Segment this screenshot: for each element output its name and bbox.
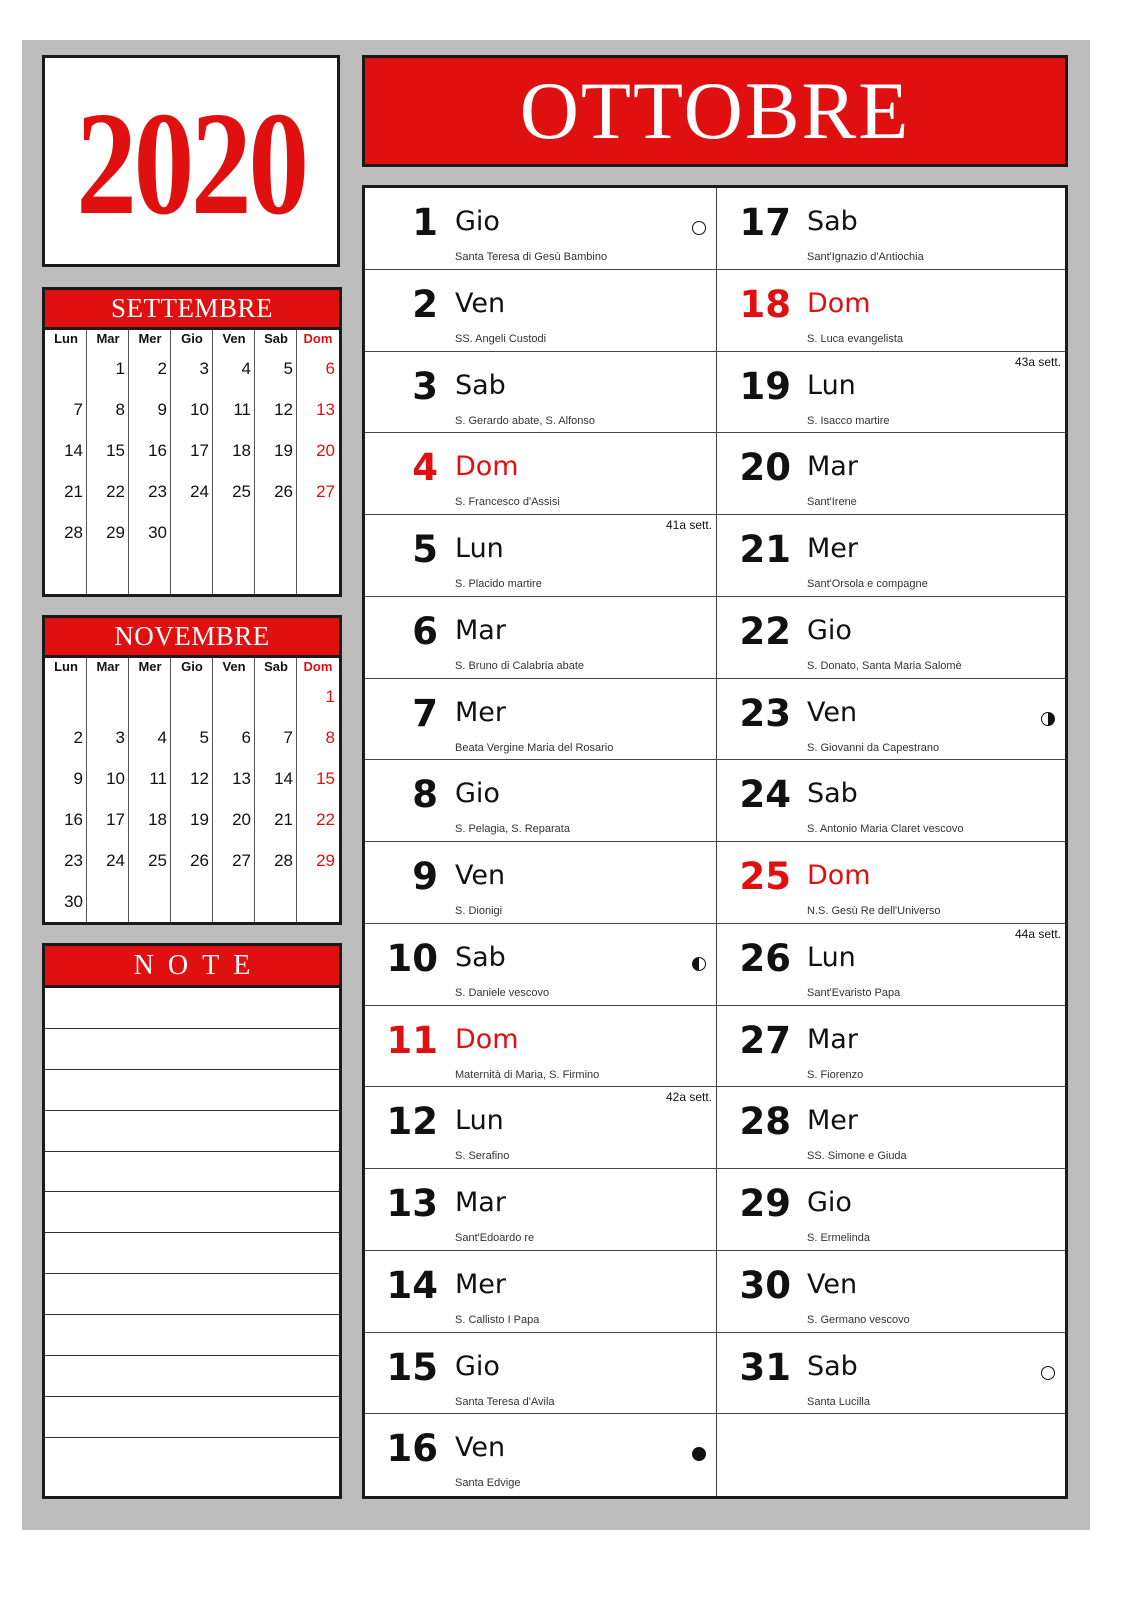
day-number: 13	[386, 1182, 438, 1225]
mini-day: 22	[316, 810, 335, 829]
mini-day: 15	[316, 769, 335, 788]
day-number: 20	[739, 446, 791, 490]
day-weekday: Mar	[807, 1023, 858, 1055]
mini-day: 14	[64, 441, 83, 460]
notes-header	[45, 946, 339, 988]
note-line	[45, 988, 339, 1029]
mini-day: 21	[274, 810, 293, 829]
mini-calendar-header	[45, 290, 339, 330]
day-cell	[365, 433, 717, 515]
week-number: 44a sett.	[1014, 926, 1061, 941]
day-saint: S. Callisto I Papa	[455, 1313, 540, 1326]
day-cell	[365, 1251, 717, 1333]
notes-lines	[45, 988, 339, 1479]
weekday-header: Lun	[54, 659, 78, 674]
mini-day: 22	[106, 482, 125, 501]
day-saint: Sant'Irene	[807, 496, 857, 509]
day-saint: Beata Vergine Maria del Rosario	[455, 741, 614, 754]
day-weekday: Sab	[455, 941, 506, 973]
mini-day: 3	[199, 359, 209, 378]
day-number: 6	[412, 609, 438, 653]
day-number: 14	[386, 1263, 438, 1307]
mini-day: 3	[115, 728, 125, 747]
day-saint: S. Isacco martire	[807, 414, 890, 427]
month-label: OTTOBRE	[519, 65, 911, 156]
mini-day: 7	[283, 728, 293, 747]
mini-calendar-title: SETTEMBRE	[110, 293, 273, 323]
note-line	[45, 1356, 339, 1397]
day-saint: S. Giovanni da Capestrano	[807, 741, 940, 754]
mini-day: 7	[73, 400, 83, 419]
day-cell	[717, 1169, 1065, 1251]
day-cell	[365, 679, 717, 761]
mini-day: 12	[190, 769, 209, 788]
day-cell	[365, 597, 717, 679]
note-line	[45, 1274, 339, 1315]
mini-day: 4	[241, 359, 251, 378]
mini-calendar-november	[42, 615, 342, 925]
day-cell	[717, 433, 1065, 515]
day-number: 26	[739, 936, 791, 980]
mini-day	[213, 512, 255, 553]
note-line	[45, 1152, 339, 1193]
note-line	[45, 1397, 339, 1438]
day-weekday: Lun	[807, 369, 856, 401]
mini-day	[45, 676, 87, 717]
weekday-header: Gio	[181, 659, 203, 674]
day-number: 27	[739, 1018, 791, 1062]
day-saint: S. Gerardo abate, S. Alfonso	[455, 414, 596, 427]
day-saint: S. Serafino	[455, 1150, 510, 1163]
note-line	[45, 1438, 339, 1479]
mini-day: 28	[274, 851, 293, 870]
weekday-header: Mar	[96, 331, 120, 346]
day-number: 2	[412, 282, 438, 326]
day-weekday: Mer	[807, 1105, 859, 1137]
day-number: 10	[386, 936, 438, 980]
mini-day: 10	[106, 769, 125, 788]
day-number: 17	[739, 201, 791, 244]
mini-day	[87, 881, 129, 922]
mini-day: 19	[190, 810, 209, 829]
day-saint: S. Antonio Maria Claret vescovo	[807, 823, 964, 836]
day-saint: Sant'Orsola e compagne	[807, 578, 928, 590]
day-saint: Santa Teresa d'Avila	[455, 1395, 555, 1408]
day-weekday: Lun	[455, 533, 504, 564]
day-number: 5	[412, 528, 438, 571]
day-weekday: Lun	[455, 1105, 504, 1137]
day-weekday: Dom	[807, 860, 871, 891]
weekday-header: Dom	[303, 331, 333, 346]
weekday-header: Lun	[54, 331, 78, 346]
weekday-header: Gio	[181, 331, 203, 346]
mini-day	[297, 881, 339, 922]
day-number: 28	[739, 1100, 791, 1144]
mini-day: 21	[64, 482, 83, 501]
day-number: 25	[739, 855, 791, 898]
weekday-header: Sab	[264, 331, 288, 346]
mini-day: 11	[149, 769, 167, 788]
day-cell	[717, 515, 1065, 597]
month-title	[362, 55, 1068, 167]
day-weekday: Sab	[807, 206, 858, 237]
day-cell	[365, 1087, 717, 1169]
mini-day: 29	[106, 523, 125, 542]
day-saint: S. Dionigi	[455, 905, 503, 917]
day-number: 15	[386, 1345, 438, 1389]
day-cell	[365, 1169, 717, 1251]
day-weekday: Gio	[455, 206, 500, 237]
day-number: 9	[412, 855, 438, 898]
notes-title: NOTE	[133, 949, 265, 981]
mini-day	[171, 512, 213, 553]
year-box	[42, 55, 340, 267]
day-cell	[365, 842, 717, 924]
mini-day: 5	[283, 359, 293, 378]
moon-full-icon	[692, 221, 706, 235]
day-weekday: Gio	[807, 1187, 852, 1218]
mini-calendar-title: NOVEMBRE	[114, 621, 270, 651]
day-number: 4	[412, 446, 438, 490]
mini-day: 19	[274, 441, 293, 460]
day-saint: Santa Lucilla	[807, 1395, 870, 1408]
weekday-header: Mer	[138, 659, 162, 674]
weekday-header: Dom	[303, 659, 333, 674]
day-saint: S. Fiorenzo	[807, 1068, 864, 1081]
day-weekday: Lun	[807, 941, 856, 973]
note-line	[45, 1233, 339, 1274]
week-number: 43a sett.	[1014, 354, 1061, 369]
day-saint: S. Donato, Santa Maria Salomè	[807, 659, 962, 672]
day-saint: S. Luca evangelista	[807, 332, 904, 345]
day-cell	[717, 1087, 1065, 1169]
day-cell	[717, 597, 1065, 679]
mini-day: 10	[190, 400, 209, 419]
day-saint: Maternità di Maria, S. Firmino	[455, 1068, 600, 1081]
mini-day	[255, 676, 297, 717]
day-cell	[365, 1333, 717, 1415]
day-number: 12	[386, 1100, 438, 1144]
mini-day: 2	[157, 359, 167, 378]
mini-day: 9	[157, 400, 167, 419]
mini-day: 25	[232, 482, 251, 501]
mini-day: 27	[232, 851, 251, 870]
day-number: 8	[412, 773, 438, 817]
day-number: 18	[739, 282, 791, 326]
week-number: 42a sett.	[665, 1090, 712, 1105]
day-weekday: Mer	[807, 533, 859, 564]
day-weekday: Ven	[807, 1268, 858, 1300]
day-number: 31	[739, 1345, 791, 1389]
day-cell	[717, 1251, 1065, 1333]
mini-day: 13	[316, 400, 335, 419]
mini-day: 5	[199, 728, 209, 747]
moon-full-icon	[1041, 1366, 1055, 1380]
mini-day	[171, 676, 213, 717]
day-saint: S. Ermelinda	[807, 1232, 870, 1244]
day-weekday: Mar	[807, 451, 858, 483]
day-cell	[365, 760, 717, 842]
day-saint: S. Bruno di Calabria abate	[455, 659, 585, 672]
day-number: 16	[386, 1427, 438, 1471]
mini-day: 16	[64, 810, 83, 829]
day-saint: N.S. Gesù Re dell'Universo	[807, 905, 941, 917]
day-saint: S. Francesco d'Assisi	[455, 496, 560, 509]
moon-last-icon	[692, 957, 706, 971]
weekday-header: Ven	[222, 331, 246, 346]
mini-day	[87, 676, 129, 717]
mini-day: 6	[325, 359, 335, 378]
mini-day: 25	[148, 851, 167, 870]
mini-day: 1	[325, 687, 335, 706]
day-grid	[362, 185, 1068, 1499]
mini-calendar-grid	[45, 330, 339, 553]
day-cell	[365, 270, 717, 352]
weekday-header: Mer	[138, 331, 162, 346]
day-cell	[717, 924, 1065, 1006]
mini-day: 30	[64, 892, 83, 911]
day-cell	[717, 352, 1065, 434]
day-number: 1	[412, 201, 438, 244]
day-weekday: Sab	[807, 1350, 858, 1382]
day-cell	[365, 352, 717, 434]
mini-day	[129, 676, 171, 717]
mini-day: 24	[106, 851, 125, 870]
day-cell	[365, 515, 717, 597]
day-saint: Sant'Edoardo re	[455, 1232, 535, 1244]
mini-calendar-september	[42, 287, 342, 597]
day-number: 22	[739, 609, 791, 653]
day-number: 29	[739, 1182, 791, 1225]
day-number: 3	[412, 364, 438, 408]
week-number: 41a sett.	[665, 518, 712, 532]
day-saint: SS. Simone e Giuda	[807, 1150, 907, 1163]
day-weekday: Sab	[455, 369, 506, 401]
mini-day: 8	[115, 400, 125, 419]
mini-day: 14	[274, 769, 293, 788]
day-cell	[365, 188, 717, 270]
mini-day: 28	[64, 523, 83, 542]
day-cell	[717, 188, 1065, 270]
day-weekday: Sab	[807, 778, 858, 810]
mini-day: 15	[106, 441, 125, 460]
day-weekday: Dom	[455, 451, 519, 483]
mini-day	[255, 881, 297, 922]
mini-day: 23	[148, 482, 167, 501]
note-line	[45, 1070, 339, 1111]
day-number: 30	[739, 1263, 791, 1307]
mini-day: 4	[157, 728, 167, 747]
mini-day: 8	[325, 728, 335, 747]
day-number: 7	[412, 691, 438, 735]
mini-calendar-header	[45, 618, 339, 658]
day-weekday: Dom	[807, 287, 871, 319]
day-cell	[717, 679, 1065, 761]
mini-day	[255, 512, 297, 553]
day-weekday: Gio	[807, 614, 852, 646]
day-number: 19	[739, 364, 791, 408]
mini-day: 9	[73, 769, 83, 788]
moon-first-icon	[1041, 712, 1055, 726]
day-number: 11	[386, 1018, 438, 1062]
day-weekday: Gio	[455, 778, 500, 810]
day-weekday: Gio	[455, 1350, 500, 1382]
day-weekday: Ven	[807, 696, 858, 728]
mini-day	[297, 512, 339, 553]
mini-day: 2	[73, 728, 83, 747]
note-line	[45, 1029, 339, 1070]
mini-day: 17	[190, 441, 209, 460]
mini-day	[129, 881, 171, 922]
mini-day: 12	[274, 400, 293, 419]
notes-box	[42, 943, 342, 1499]
day-weekday: Ven	[455, 1432, 506, 1464]
day-cell	[717, 1333, 1065, 1415]
weekday-header: Ven	[222, 659, 246, 674]
empty-day-cell	[717, 1414, 1065, 1496]
day-saint: Sant'Ignazio d'Antiochia	[807, 251, 924, 263]
day-weekday: Mer	[455, 1268, 507, 1300]
moon-new-icon	[692, 1447, 706, 1461]
mini-day: 23	[64, 851, 83, 870]
mini-day: 11	[233, 400, 251, 419]
mini-day: 18	[232, 441, 251, 460]
day-number: 21	[739, 528, 791, 571]
day-number: 23	[739, 691, 791, 735]
day-saint: SS. Angeli Custodi	[455, 332, 547, 345]
note-line	[45, 1192, 339, 1233]
day-weekday: Ven	[455, 860, 506, 891]
day-saint: S. Daniele vescovo	[455, 986, 550, 999]
day-weekday: Ven	[455, 287, 506, 319]
mini-day: 1	[115, 359, 125, 378]
mini-day: 6	[241, 728, 251, 747]
day-cell	[365, 1414, 717, 1496]
day-weekday: Dom	[455, 1023, 519, 1055]
day-weekday: Mar	[455, 1187, 506, 1218]
mini-day	[45, 348, 87, 389]
day-saint: Sant'Evaristo Papa	[807, 986, 901, 999]
mini-day: 30	[148, 523, 167, 542]
weekday-header: Sab	[264, 659, 288, 674]
mini-day: 17	[106, 810, 125, 829]
day-cell	[717, 1006, 1065, 1088]
day-weekday: Mar	[455, 614, 506, 646]
day-saint: S. Germano vescovo	[807, 1313, 910, 1326]
mini-day: 20	[232, 810, 251, 829]
mini-day: 26	[190, 851, 209, 870]
mini-day: 13	[232, 769, 251, 788]
mini-day: 26	[274, 482, 293, 501]
day-weekday: Mer	[455, 696, 507, 728]
mini-day: 16	[148, 441, 167, 460]
day-saint: Santa Edvige	[455, 1477, 521, 1490]
year-label: 2020	[76, 82, 306, 246]
day-cell	[365, 924, 717, 1006]
day-cell	[717, 842, 1065, 924]
day-cell	[365, 1006, 717, 1088]
note-line	[45, 1315, 339, 1356]
mini-day	[213, 676, 255, 717]
day-saint: S. Placido martire	[455, 578, 542, 590]
mini-day: 27	[316, 482, 335, 501]
day-cell	[717, 270, 1065, 352]
mini-calendar-grid	[45, 658, 339, 922]
mini-day	[171, 881, 213, 922]
mini-day: 24	[190, 482, 209, 501]
weekday-header: Mar	[96, 659, 120, 674]
note-line	[45, 1111, 339, 1152]
day-cell	[717, 760, 1065, 842]
mini-day: 20	[316, 441, 335, 460]
day-saint: Santa Teresa di Gesù Bambino	[455, 251, 608, 263]
mini-day: 29	[316, 851, 335, 870]
mini-day: 18	[148, 810, 167, 829]
day-number: 24	[739, 773, 791, 817]
day-saint: S. Pelagia, S. Reparata	[455, 823, 570, 836]
mini-day	[213, 881, 255, 922]
